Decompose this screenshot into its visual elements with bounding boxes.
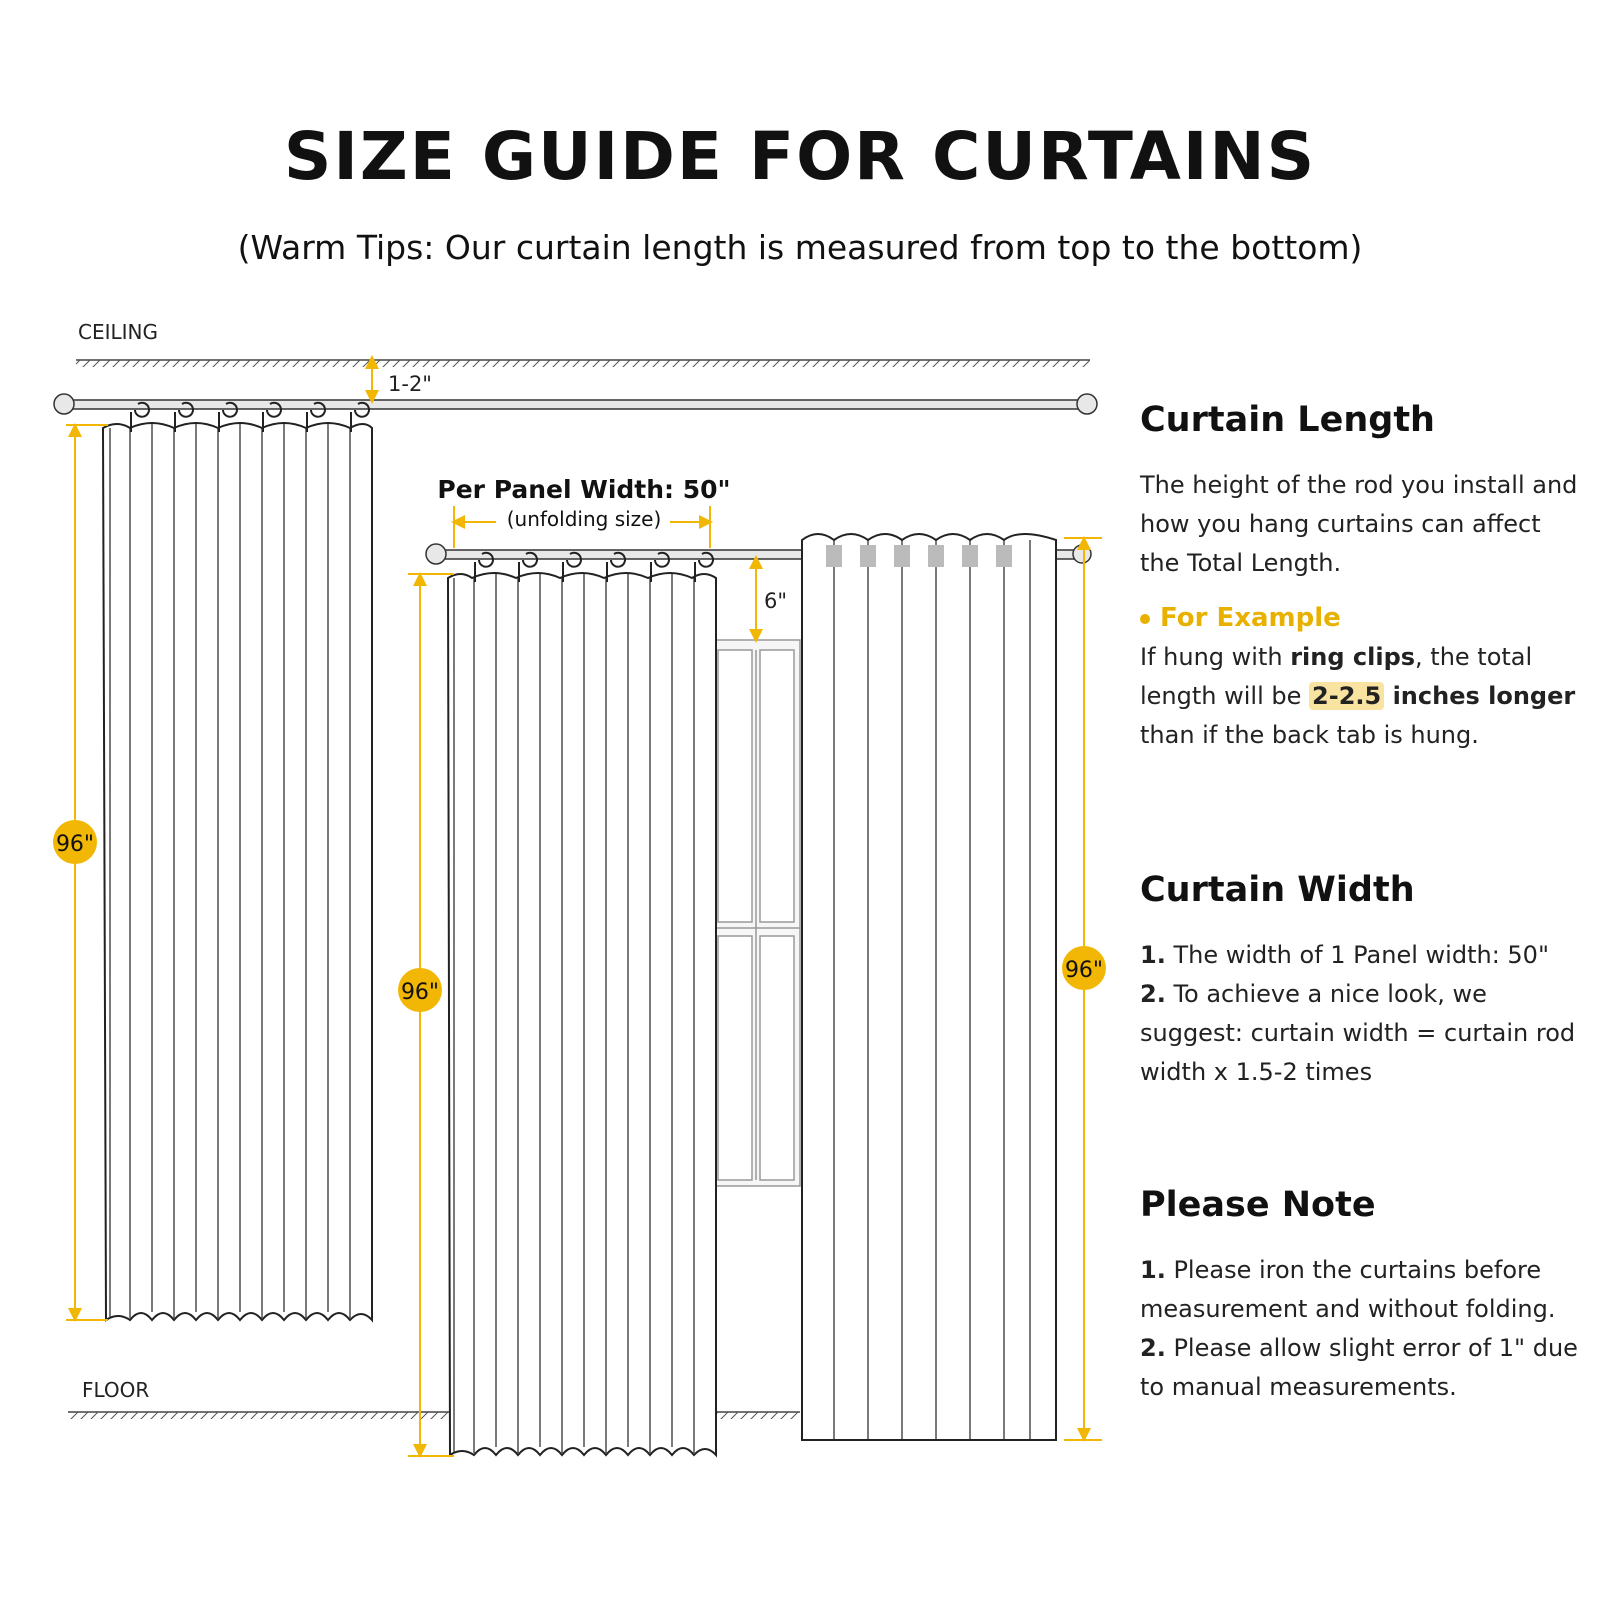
length-right-badge: 96": [1064, 958, 1104, 983]
right-curtain: [802, 534, 1056, 1440]
window: [712, 640, 800, 1186]
main-curtain-rod: [54, 394, 1097, 414]
please-note-item-1: 1. Please iron the curtains before measurement and without folding.: [1140, 1256, 1556, 1323]
ceiling-label: CEILING: [78, 320, 158, 344]
middle-length-dimension: [398, 574, 454, 1456]
curtain-width-section: [1140, 870, 1580, 1092]
page-subtitle: (Warm Tips: Our curtain length is measured from top to the bottom): [237, 228, 1363, 267]
curtain-width-item-2: 2. To achieve a nice look, we suggest: curtain width = curtain rod width x 1.5-2 times: [1140, 980, 1576, 1086]
example-heading-text: For Example: [1160, 603, 1341, 633]
example-part3: than if the back tab is hung.: [1140, 721, 1479, 749]
window-gap-label: 6": [764, 589, 788, 613]
length-left-badge: 96": [55, 832, 95, 857]
floor-label: FLOOR: [82, 1378, 150, 1402]
page-title: SIZE GUIDE FOR CURTAINS: [283, 118, 1317, 195]
rod-gap-label: 1-2": [388, 372, 432, 396]
example-bold2: inches longer: [1384, 682, 1576, 710]
left-length-dimension: [53, 425, 108, 1320]
middle-curtain: [448, 573, 716, 1455]
right-length-dimension: [1062, 538, 1106, 1440]
bullet-icon: [1140, 614, 1150, 624]
left-curtain: [103, 423, 372, 1320]
panel-width-sub: (unfolding size): [506, 507, 662, 531]
curtain-width-item-1: 1. The width of 1 Panel width: 50": [1140, 941, 1549, 969]
panel-width-label: Per Panel Width: 50": [437, 475, 731, 504]
example-text: [1140, 638, 1580, 755]
curtain-length-body: The height of the rod you install and how you hang curtains can affect the Total Length.: [1140, 471, 1578, 577]
curtain-length-section: [1140, 400, 1580, 755]
please-note-heading: Please Note: [1140, 1185, 1376, 1225]
please-note-item-2: 2. Please allow slight error of 1" due to manual measurements.: [1140, 1334, 1578, 1401]
example-heading: [1140, 599, 1580, 638]
example-highlight: 2-2.5: [1309, 682, 1384, 710]
example-bold1: ring clips: [1290, 643, 1416, 671]
example-part2: , the total length will be: [1140, 643, 1533, 710]
length-middle-badge: 96": [400, 980, 440, 1005]
please-note-section: [1140, 1185, 1580, 1407]
curtain-length-heading: Curtain Length: [1140, 400, 1435, 440]
example-part1: If hung with: [1140, 643, 1291, 671]
ceiling-line: [76, 360, 1090, 367]
curtain-width-heading: Curtain Width: [1140, 870, 1415, 910]
